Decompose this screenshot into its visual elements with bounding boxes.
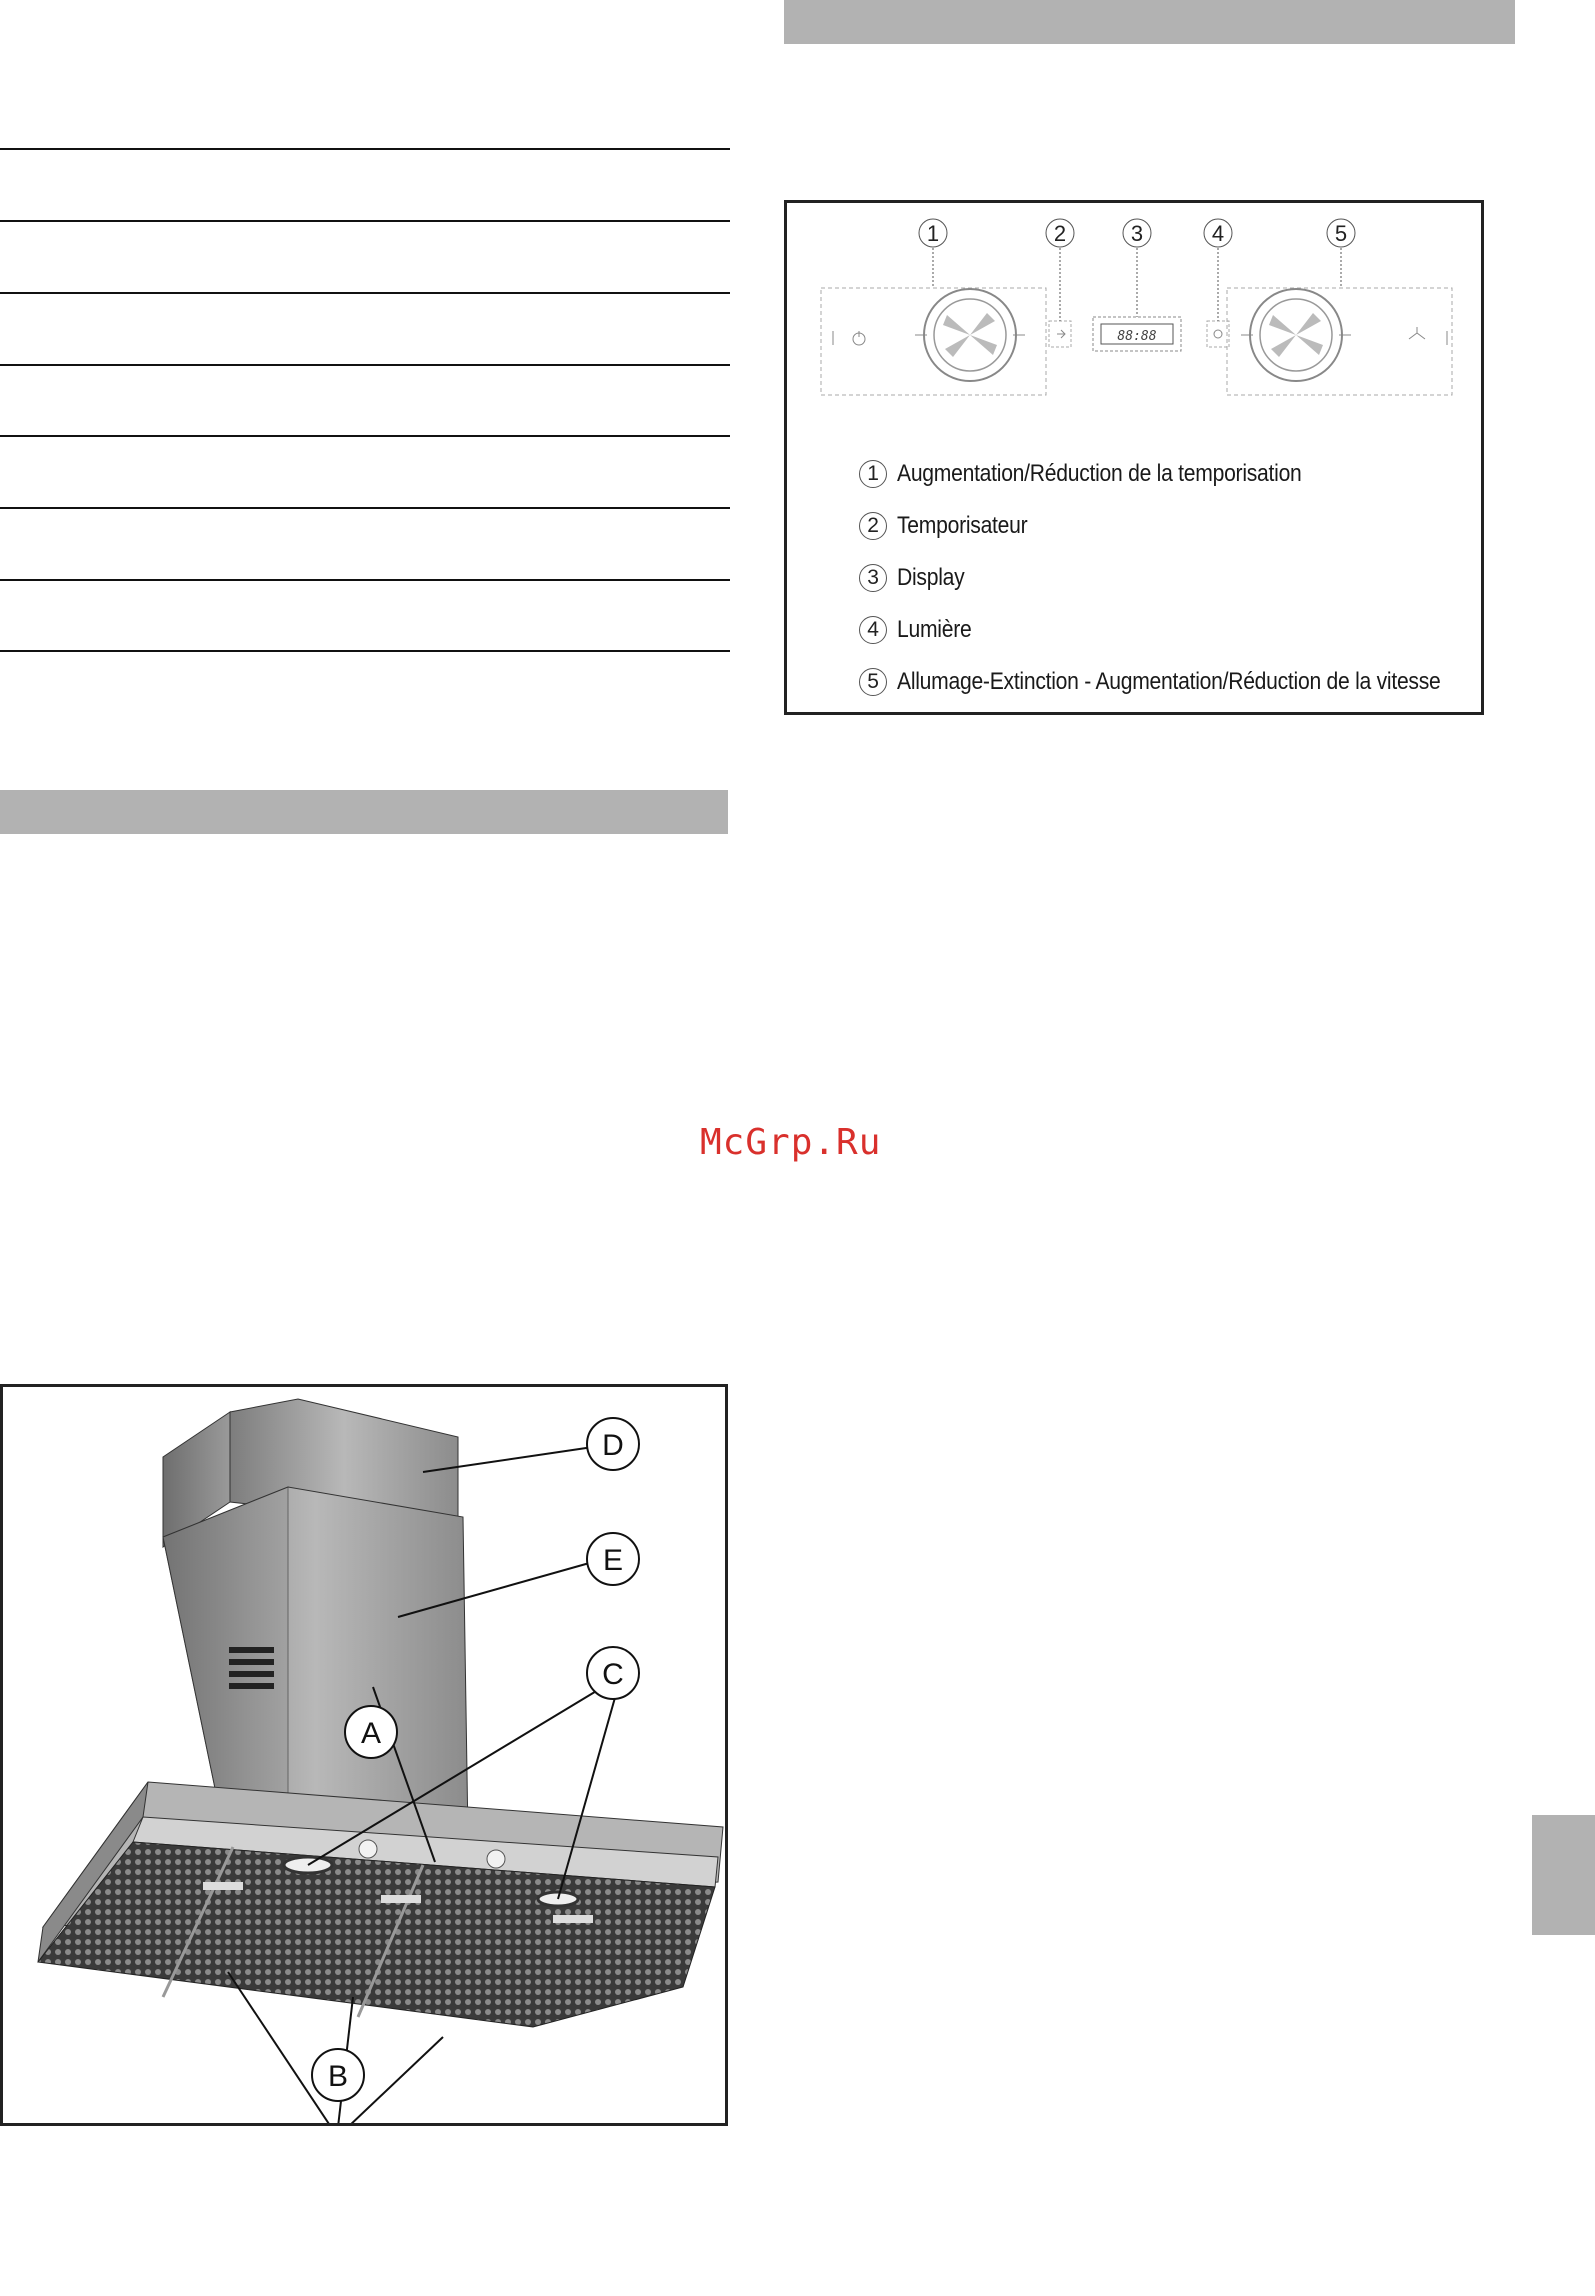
section-bar-top-right (784, 0, 1515, 44)
legend-label: Augmentation/Réduction de la temporisation (897, 460, 1302, 487)
legend-number: 3 (859, 564, 887, 592)
hood-label-e: E (602, 1544, 624, 1577)
table-rule-8 (0, 650, 730, 652)
table-rule-5 (0, 435, 730, 437)
legend-item (859, 500, 1515, 552)
hood-label-c: C (602, 1658, 624, 1691)
table-rule-3 (0, 292, 730, 294)
legend-label: Allumage-Extinction - Augmentation/Réduction de la vitesse (897, 668, 1441, 695)
legend-label: Temporisateur (897, 512, 1028, 539)
watermark: McGrp.Ru (700, 1122, 882, 1163)
table-rule-6 (0, 507, 730, 509)
panel-callout-2: 2 (1053, 221, 1067, 246)
legend-number: 1 (859, 460, 887, 488)
side-tab (1532, 1815, 1595, 1935)
table-rule-7 (0, 579, 730, 581)
legend-item (859, 448, 1515, 500)
legend-item (859, 552, 1515, 604)
panel-display-readout: 88:88 (1117, 329, 1157, 344)
hood-figure (0, 1384, 728, 2126)
hood-drawing (3, 1387, 725, 2123)
panel-callout-3: 3 (1130, 221, 1144, 246)
hood-label-d: D (602, 1429, 624, 1462)
panel-legend (859, 448, 1515, 708)
panel-callout-4: 4 (1211, 221, 1225, 246)
table-rule-1 (0, 148, 730, 150)
table-rule-2 (0, 220, 730, 222)
legend-item (859, 656, 1515, 708)
control-panel-figure (784, 200, 1484, 715)
legend-label: Lumière (897, 616, 972, 643)
legend-number: 2 (859, 512, 887, 540)
legend-label: Display (897, 564, 965, 591)
panel-callout-5: 5 (1334, 221, 1348, 246)
legend-number: 4 (859, 616, 887, 644)
hood-label-b: B (327, 2060, 349, 2093)
panel-callout-1: 1 (926, 221, 940, 246)
hood-label-a: A (360, 1717, 382, 1750)
legend-number: 5 (859, 668, 887, 696)
legend-item (859, 604, 1515, 656)
table-rule-4 (0, 364, 730, 366)
section-bar-left (0, 790, 728, 834)
